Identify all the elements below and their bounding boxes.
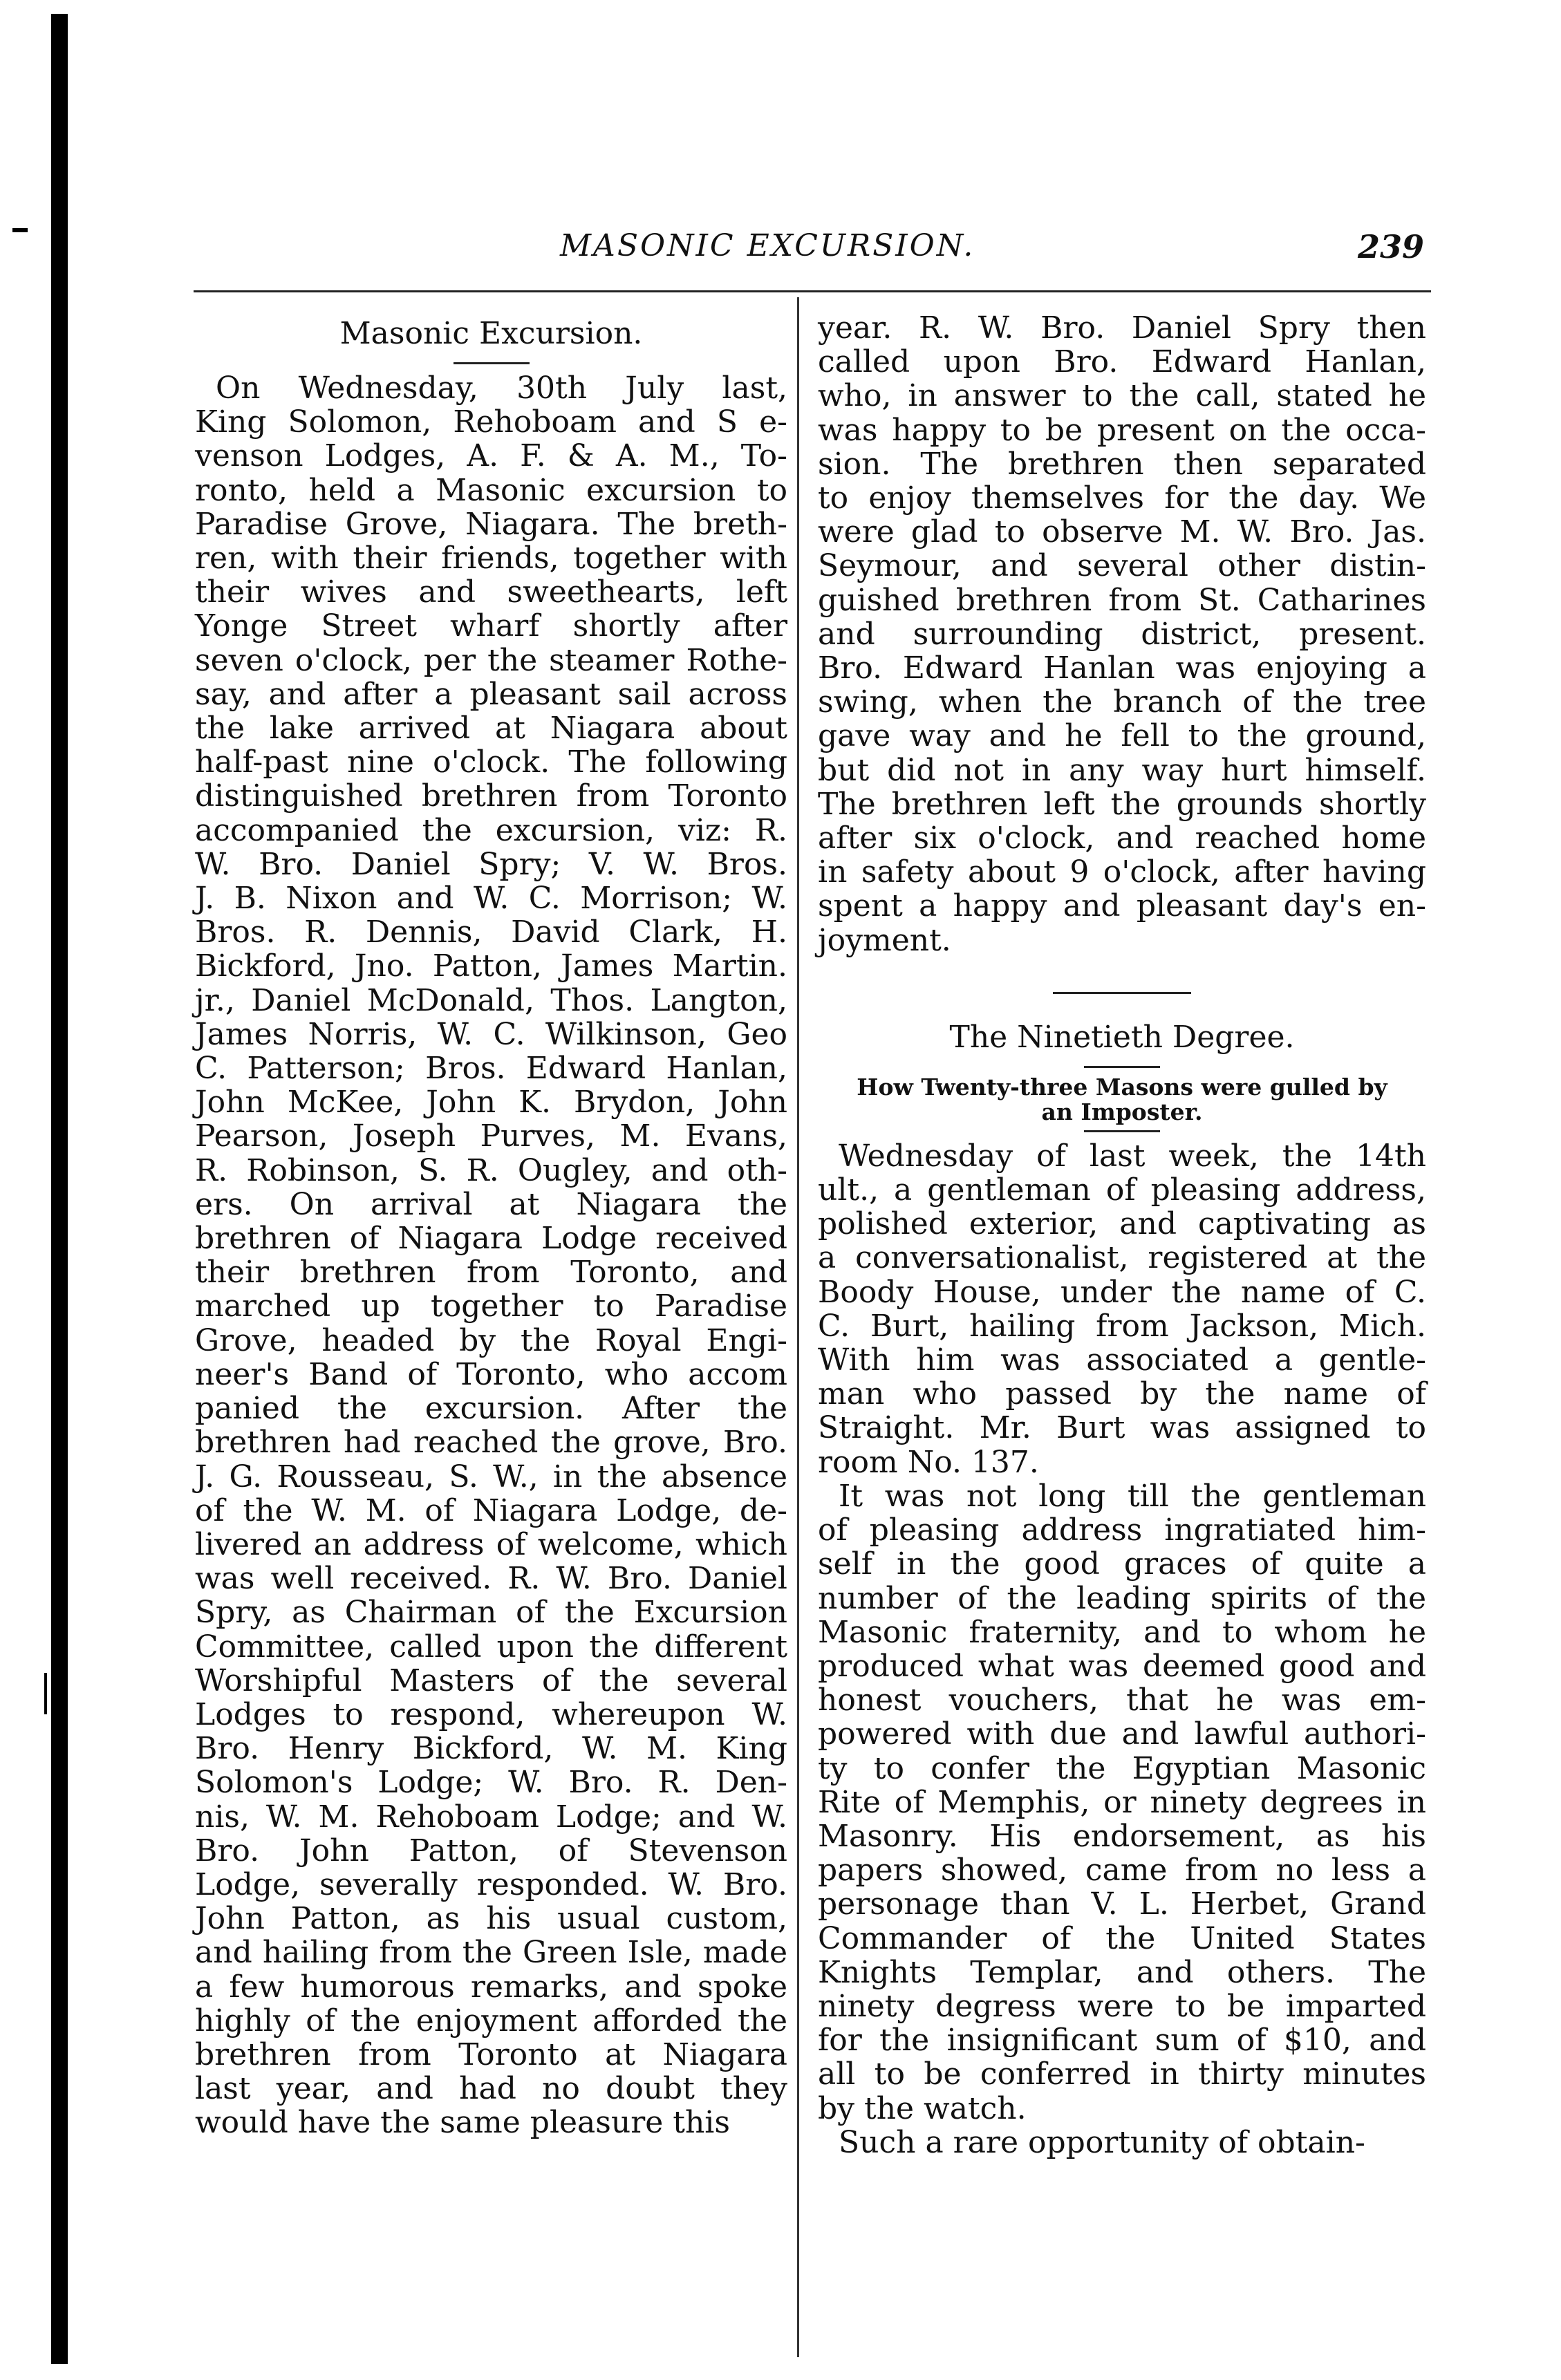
text-line: highly of the enjoyment afforded the	[195, 2003, 787, 2039]
text-line: John McKee, John K. Brydon, John	[195, 1085, 787, 1121]
text-line: J. G. Rousseau, S. W., in the absence	[195, 1459, 787, 1494]
text-line: to enjoy themselves for the day. We	[818, 480, 1426, 516]
scan-edge-mark-lower	[44, 1673, 64, 1714]
text-line: was happy to be present on the occa-	[818, 412, 1426, 448]
text-line: and surrounding district, present.	[818, 616, 1426, 652]
text-line: It was not long till the gentleman	[839, 1478, 1426, 1514]
text-line: was well received. R. W. Bro. Daniel	[195, 1561, 787, 1597]
title-rule	[1084, 1066, 1160, 1068]
text-line: polished exterior, and captivating as	[818, 1206, 1426, 1242]
text-line: were glad to observe M. W. Bro. Jas.	[818, 514, 1426, 550]
page-number: 239	[1357, 228, 1424, 265]
text-line: but did not in any way hurt himself.	[818, 752, 1426, 788]
text-line: Commander of the United States	[818, 1920, 1426, 1956]
text-line: C. Patterson; Bros. Edward Hanlan,	[195, 1051, 787, 1087]
text-line: jr., Daniel McDonald, Thos. Langton,	[195, 982, 787, 1018]
text-line: their brethren from Toronto, and	[195, 1255, 787, 1291]
text-line: Solomon's Lodge; W. Bro. R. Den-	[195, 1765, 787, 1801]
text-line: ty to confer the Egyptian Masonic	[818, 1750, 1426, 1786]
text-line: spent a happy and pleasant day's en-	[818, 888, 1426, 924]
text-line: J. B. Nixon and W. C. Morrison; W.	[195, 881, 787, 917]
text-line: all to be conferred in thirty minutes	[818, 2056, 1426, 2092]
text-line: Bros. R. Dennis, David Clark, H.	[195, 915, 787, 950]
subtitle-rule	[1084, 1130, 1160, 1132]
text-line: Wednesday of last week, the 14th	[839, 1138, 1426, 1174]
header-rule	[194, 290, 1431, 292]
text-line: Knights Templar, and others. The	[818, 1954, 1426, 1990]
scan-edge-mark	[12, 228, 28, 232]
text-line: brethren of Niagara Lodge received	[195, 1221, 787, 1257]
text-line: called upon Bro. Edward Hanlan,	[818, 344, 1426, 380]
text-line: for the insignificant sum of $10, and	[818, 2023, 1426, 2059]
text-line: say, and after a pleasant sail across	[195, 676, 787, 712]
text-line: a few humorous remarks, and spoke	[195, 1969, 787, 2005]
text-line: swing, when the branch of the tree	[818, 684, 1426, 720]
text-line: Lodge, severally responded. W. Bro.	[195, 1866, 787, 1902]
scan-edge-bar	[51, 14, 68, 2364]
text-line: room No. 137.	[818, 1444, 1039, 1480]
text-line: after six o'clock, and reached home	[818, 821, 1426, 856]
text-line: On Wednesday, 30th July last,	[216, 371, 787, 406]
text-line: Paradise Grove, Niagara. The breth-	[195, 506, 787, 542]
text-line: a conversationalist, registered at the	[818, 1240, 1426, 1276]
text-line: Rite of Memphis, or ninety degrees in	[818, 1784, 1426, 1820]
text-line: Bro. Edward Hanlan was enjoying a	[818, 650, 1426, 686]
text-line: Lodges to respond, whereupon W.	[195, 1696, 787, 1732]
text-line: half-past nine o'clock. The following	[195, 744, 787, 780]
article-masonic-excursion-text	[195, 371, 787, 2140]
text-line: number of the leading spirits of the	[818, 1580, 1426, 1616]
text-line: Committee, called upon the different	[195, 1629, 787, 1665]
text-line: nis, W. M. Rehoboam Lodge; and W.	[195, 1799, 787, 1835]
text-line: panied the excursion. After the	[195, 1391, 787, 1427]
text-line: Spry, as Chairman of the Excursion	[195, 1595, 787, 1631]
text-line: and hailing from the Green Isle, made	[195, 1935, 787, 1971]
text-line: John Patton, as his usual custom,	[195, 1901, 787, 1937]
text-line: Pearson, Joseph Purves, M. Evans,	[195, 1118, 787, 1154]
text-line: ult., a gentleman of pleasing address,	[818, 1172, 1426, 1208]
text-line: would have the same pleasure this	[195, 2105, 730, 2141]
text-line: last year, and had no doubt they	[195, 2071, 787, 2107]
article-masonic-excursion-continued	[818, 311, 1426, 957]
text-line: King Solomon, Rehoboam and S e-	[195, 404, 787, 440]
column-divider	[797, 297, 799, 2357]
text-line: neer's Band of Toronto, who accom	[195, 1356, 787, 1392]
text-line: venson Lodges, A. F. & A. M., To-	[195, 438, 787, 474]
text-line: man who passed by the name of	[818, 1376, 1426, 1412]
text-line: year. R. W. Bro. Daniel Spry then	[818, 310, 1426, 346]
text-line: personage than V. L. Herbet, Grand	[818, 1886, 1426, 1922]
text-line: of pleasing address ingratiated him-	[818, 1512, 1426, 1548]
article-title-masonic-excursion: Masonic Excursion.	[339, 316, 643, 351]
text-line: Such a rare opportunity of obtain-	[839, 2124, 1365, 2160]
text-line: ers. On arrival at Niagara the	[195, 1186, 787, 1222]
text-line: C. Burt, hailing from Jackson, Mich.	[818, 1308, 1426, 1344]
running-title: MASONIC EXCURSION.	[560, 228, 975, 263]
article-separator	[1053, 992, 1191, 994]
text-line: R. Robinson, S. R. Ougley, and oth-	[195, 1152, 787, 1188]
text-line: by the watch.	[818, 2090, 1027, 2126]
article-ninetieth-degree-text	[818, 1139, 1426, 2159]
text-line: Worshipful Masters of the several	[195, 1662, 787, 1698]
article-subtitle: How Twenty-three Masons were gulled by an Imposter.	[857, 1073, 1387, 1125]
text-line: Bro. Henry Bickford, W. M. King	[195, 1731, 787, 1767]
text-line: who, in answer to the call, stated he	[818, 378, 1426, 414]
text-line: Boody House, under the name of C.	[818, 1274, 1426, 1310]
text-line: produced what was deemed good and	[818, 1648, 1426, 1684]
text-line: the lake arrived at Niagara about	[195, 711, 787, 747]
text-line: gave way and he fell to the ground,	[818, 718, 1426, 754]
text-line: of the W. M. of Niagara Lodge, de-	[195, 1492, 787, 1528]
text-line: James Norris, W. C. Wilkinson, Geo	[195, 1016, 787, 1052]
text-line: Grove, headed by the Royal Engi-	[195, 1322, 787, 1358]
text-line: their wives and sweethearts, left	[195, 574, 787, 610]
left-column	[195, 311, 787, 2140]
text-line: Masonic fraternity, and to whom he	[818, 1614, 1426, 1650]
text-line: sion. The brethren then separated	[818, 446, 1426, 482]
running-header	[187, 228, 1424, 290]
text-line: Seymour, and several other distin-	[818, 548, 1426, 584]
right-column	[818, 311, 1426, 2159]
text-line: Bickford, Jno. Patton, James Martin.	[195, 948, 787, 984]
text-line: ninety degress were to be imparted	[818, 1988, 1426, 2024]
text-line: joyment.	[818, 922, 951, 958]
text-line: Yonge Street wharf shortly after	[195, 608, 787, 644]
text-line: brethren had reached the grove, Bro.	[195, 1425, 787, 1461]
text-line: ren, with their friends, together with	[195, 541, 787, 577]
text-line: guished brethren from St. Catharines	[818, 582, 1426, 618]
text-line: papers showed, came from no less a	[818, 1853, 1426, 1889]
text-line: self in the good graces of quite a	[818, 1546, 1426, 1582]
text-line: honest vouchers, that he was em-	[818, 1683, 1426, 1718]
text-line: accompanied the excursion, viz: R.	[195, 812, 787, 848]
text-line: brethren from Toronto at Niagara	[195, 2036, 787, 2072]
text-line: Masonry. His endorsement, as his	[818, 1818, 1426, 1854]
text-line: With him was associated a gentle-	[818, 1342, 1426, 1378]
text-line: in safety about 9 o'clock, after having	[818, 854, 1426, 890]
text-line: marched up together to Paradise	[195, 1289, 787, 1324]
text-line: livered an address of welcome, which	[195, 1526, 787, 1562]
title-rule	[454, 362, 530, 364]
text-line: The brethren left the grounds shortly	[818, 786, 1426, 822]
text-line: Straight. Mr. Burt was assigned to	[818, 1410, 1426, 1446]
text-line: W. Bro. Daniel Spry; V. W. Bros.	[195, 846, 787, 882]
article-title-ninetieth-degree: The Ninetieth Degree.	[949, 1019, 1295, 1055]
text-line: powered with due and lawful authori-	[818, 1716, 1426, 1752]
text-line: Bro. John Patton, of Stevenson	[195, 1833, 787, 1868]
text-line: ronto, held a Masonic excursion to	[195, 472, 787, 508]
text-line: seven o'clock, per the steamer Rothe-	[195, 642, 787, 678]
text-line: distinguished brethren from Toronto	[195, 778, 787, 814]
